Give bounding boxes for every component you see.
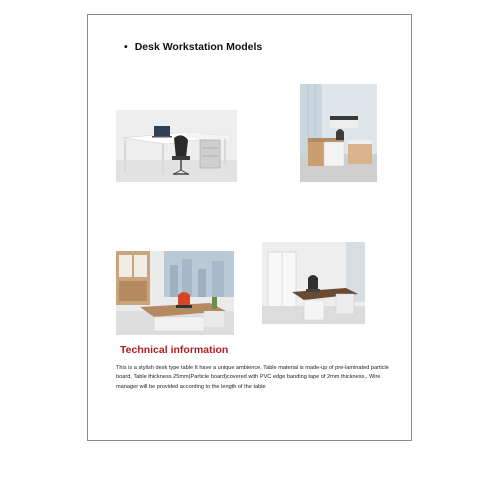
executive-desk-office-photo xyxy=(300,84,377,182)
executive-desk-with-cabinet-photo xyxy=(116,251,234,335)
technical-information-text: This is a stylish desk type table It have a unique ambience, Table material is made-up of pre-laminated particle board, Table thickness 25mm(Particle board)covered with PVC edge banding tape of 2mm thickness,. Wire manager will be provided according to the length of the table xyxy=(116,365,389,390)
section-heading xyxy=(124,41,262,53)
bullet-icon: • xyxy=(124,41,128,53)
l-shaped-office-desk-photo xyxy=(116,110,237,182)
document-page xyxy=(87,14,412,441)
technical-information-title: Technical information xyxy=(120,344,229,356)
section-heading-text: Desk Workstation Models xyxy=(134,41,263,53)
office-desk-with-wardrobe-photo xyxy=(262,242,365,324)
